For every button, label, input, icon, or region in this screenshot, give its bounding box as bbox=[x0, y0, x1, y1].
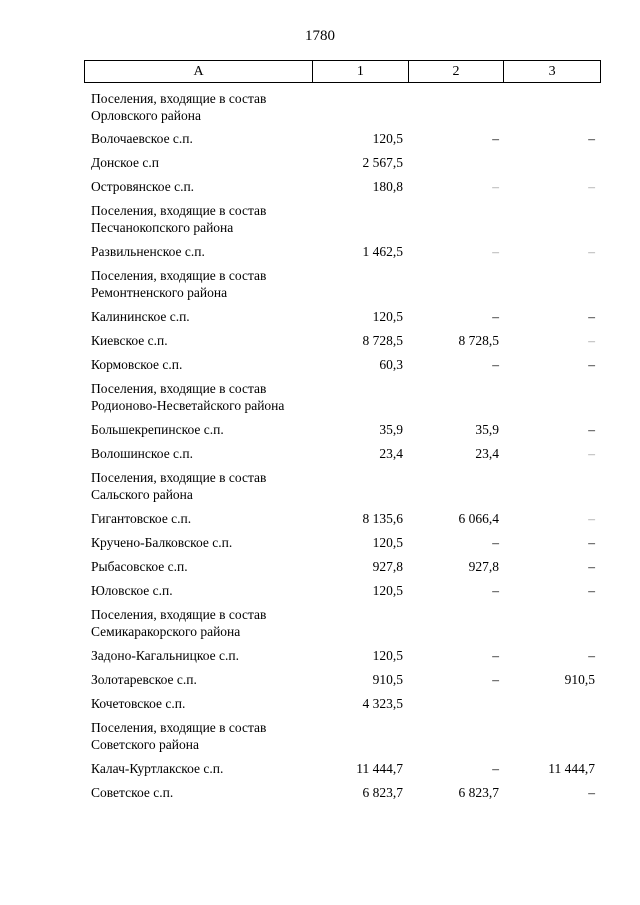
group-row bbox=[84, 469, 601, 503]
group-heading: Поселения, входящие в состав Орловского района bbox=[91, 91, 267, 123]
group-heading: Поселения, входящие в состав Семикаракорского района bbox=[91, 607, 267, 639]
value-col-1: 8 135,6 bbox=[362, 511, 403, 526]
value-col-1: 23,4 bbox=[379, 446, 403, 461]
settlement-name: Юловское с.п. bbox=[91, 583, 173, 598]
value-col-2: – bbox=[492, 535, 499, 550]
value-col-2 bbox=[409, 154, 505, 171]
value-col-1: 120,5 bbox=[372, 648, 403, 663]
settlement-name: Островянское с.п. bbox=[91, 179, 195, 194]
group-row bbox=[84, 202, 601, 236]
table-row bbox=[84, 647, 601, 664]
value-col-1: 6 823,7 bbox=[362, 785, 403, 800]
value-col-1: 180,8 bbox=[372, 179, 403, 194]
group-heading: Поселения, входящие в состав Советского района bbox=[91, 720, 267, 752]
value-col-2: 8 728,5 bbox=[458, 333, 499, 348]
value-col-3: – bbox=[588, 309, 595, 324]
value-col-3: – bbox=[588, 785, 595, 800]
value-col-2: 35,9 bbox=[475, 422, 499, 437]
value-col-3: – bbox=[588, 535, 595, 550]
settlement-name: Гигантовское с.п. bbox=[91, 511, 192, 526]
value-col-3: – bbox=[588, 357, 595, 372]
value-col-2: 927,8 bbox=[468, 559, 499, 574]
group-heading: Поселения, входящие в состав Сальского района bbox=[91, 470, 267, 502]
value-col-3: – bbox=[588, 422, 595, 437]
settlement-name: Кочетовское с.п. bbox=[91, 696, 186, 711]
header-col-a: А bbox=[85, 61, 313, 82]
settlement-name: Калач-Куртлакское с.п. bbox=[91, 761, 224, 776]
header-col-1: 1 bbox=[313, 61, 409, 82]
value-col-1: 927,8 bbox=[372, 559, 403, 574]
group-row bbox=[84, 606, 601, 640]
table-row bbox=[84, 154, 601, 171]
settlement-name: Волошинское с.п. bbox=[91, 446, 194, 461]
value-col-3 bbox=[505, 154, 601, 171]
group-heading: Поселения, входящие в состав Ремонтненского района bbox=[91, 268, 267, 300]
settlement-name: Большекрепинское с.п. bbox=[91, 422, 224, 437]
value-col-3: – bbox=[588, 179, 595, 194]
value-col-3: 910,5 bbox=[564, 672, 595, 687]
settlement-name: Развильненское с.п. bbox=[91, 244, 205, 259]
table-row bbox=[84, 784, 601, 801]
value-col-2: 6 823,7 bbox=[458, 785, 499, 800]
value-col-1: 2 567,5 bbox=[362, 155, 403, 170]
settlement-name: Задоно-Кагальницкое с.п. bbox=[91, 648, 239, 663]
value-col-3 bbox=[505, 695, 601, 712]
group-heading: Поселения, входящие в состав Родионово-Несветайского района bbox=[91, 381, 285, 413]
header-col-3: 3 bbox=[548, 63, 556, 79]
group-row bbox=[84, 719, 601, 753]
value-col-3: – bbox=[588, 446, 595, 461]
value-col-2: – bbox=[492, 357, 499, 372]
value-col-2: – bbox=[492, 244, 499, 259]
table-row bbox=[84, 510, 601, 527]
value-col-1: 8 728,5 bbox=[362, 333, 403, 348]
group-heading: Поселения, входящие в состав Песчанокопского района bbox=[91, 203, 267, 235]
value-col-2: – bbox=[492, 761, 499, 776]
table-row bbox=[84, 243, 601, 260]
page-number: 1780 bbox=[305, 28, 335, 44]
table-row bbox=[84, 671, 601, 688]
group-row bbox=[84, 267, 601, 301]
value-col-1: 120,5 bbox=[372, 583, 403, 598]
value-col-2: – bbox=[492, 648, 499, 663]
value-col-1: 120,5 bbox=[372, 131, 403, 146]
settlement-name: Калининское с.п. bbox=[91, 309, 190, 324]
table-row bbox=[84, 178, 601, 195]
table-row bbox=[84, 582, 601, 599]
settlement-name: Советское с.п. bbox=[91, 785, 174, 800]
value-col-3: – bbox=[588, 583, 595, 598]
table-row bbox=[84, 534, 601, 551]
data-table bbox=[84, 60, 601, 808]
table-row bbox=[84, 356, 601, 373]
value-col-1: 11 444,7 bbox=[356, 761, 403, 776]
value-col-3: – bbox=[588, 559, 595, 574]
value-col-3: – bbox=[588, 131, 595, 146]
value-col-3: – bbox=[588, 511, 595, 526]
value-col-3: – bbox=[588, 333, 595, 348]
group-row bbox=[84, 90, 601, 124]
table-row bbox=[84, 332, 601, 349]
value-col-1: 4 323,5 bbox=[362, 696, 403, 711]
settlement-name: Кручено-Балковское с.п. bbox=[91, 535, 233, 550]
group-row bbox=[84, 380, 601, 414]
value-col-2: – bbox=[492, 309, 499, 324]
value-col-3: – bbox=[588, 648, 595, 663]
value-col-1: 35,9 bbox=[379, 422, 403, 437]
settlement-name: Рыбасовское с.п. bbox=[91, 559, 188, 574]
table-body bbox=[84, 83, 601, 801]
settlement-name: Киевское с.п. bbox=[91, 333, 168, 348]
table-row bbox=[84, 445, 601, 462]
value-col-2: 23,4 bbox=[475, 446, 499, 461]
table-row bbox=[84, 308, 601, 325]
value-col-2: – bbox=[492, 179, 499, 194]
table-row bbox=[84, 760, 601, 777]
value-col-1: 120,5 bbox=[372, 309, 403, 324]
value-col-2 bbox=[409, 695, 505, 712]
settlement-name: Донское с.п bbox=[91, 155, 159, 170]
value-col-1: 910,5 bbox=[372, 672, 403, 687]
table-row bbox=[84, 558, 601, 575]
value-col-2: – bbox=[492, 131, 499, 146]
settlement-name: Волочаевское с.п. bbox=[91, 131, 193, 146]
value-col-2: – bbox=[492, 583, 499, 598]
value-col-1: 60,3 bbox=[379, 357, 403, 372]
value-col-2: 6 066,4 bbox=[458, 511, 499, 526]
value-col-1: 1 462,5 bbox=[362, 244, 403, 259]
table-row bbox=[84, 421, 601, 438]
value-col-1: 120,5 bbox=[372, 535, 403, 550]
value-col-2: – bbox=[492, 672, 499, 687]
header-col-2: 2 bbox=[409, 61, 505, 82]
settlement-name: Золотаревское с.п. bbox=[91, 672, 197, 687]
value-col-3: – bbox=[588, 244, 595, 259]
table-row bbox=[84, 130, 601, 147]
table-row bbox=[84, 695, 601, 712]
settlement-name: Кормовское с.п. bbox=[91, 357, 183, 372]
value-col-3: 11 444,7 bbox=[548, 761, 595, 776]
table-header bbox=[84, 60, 601, 83]
